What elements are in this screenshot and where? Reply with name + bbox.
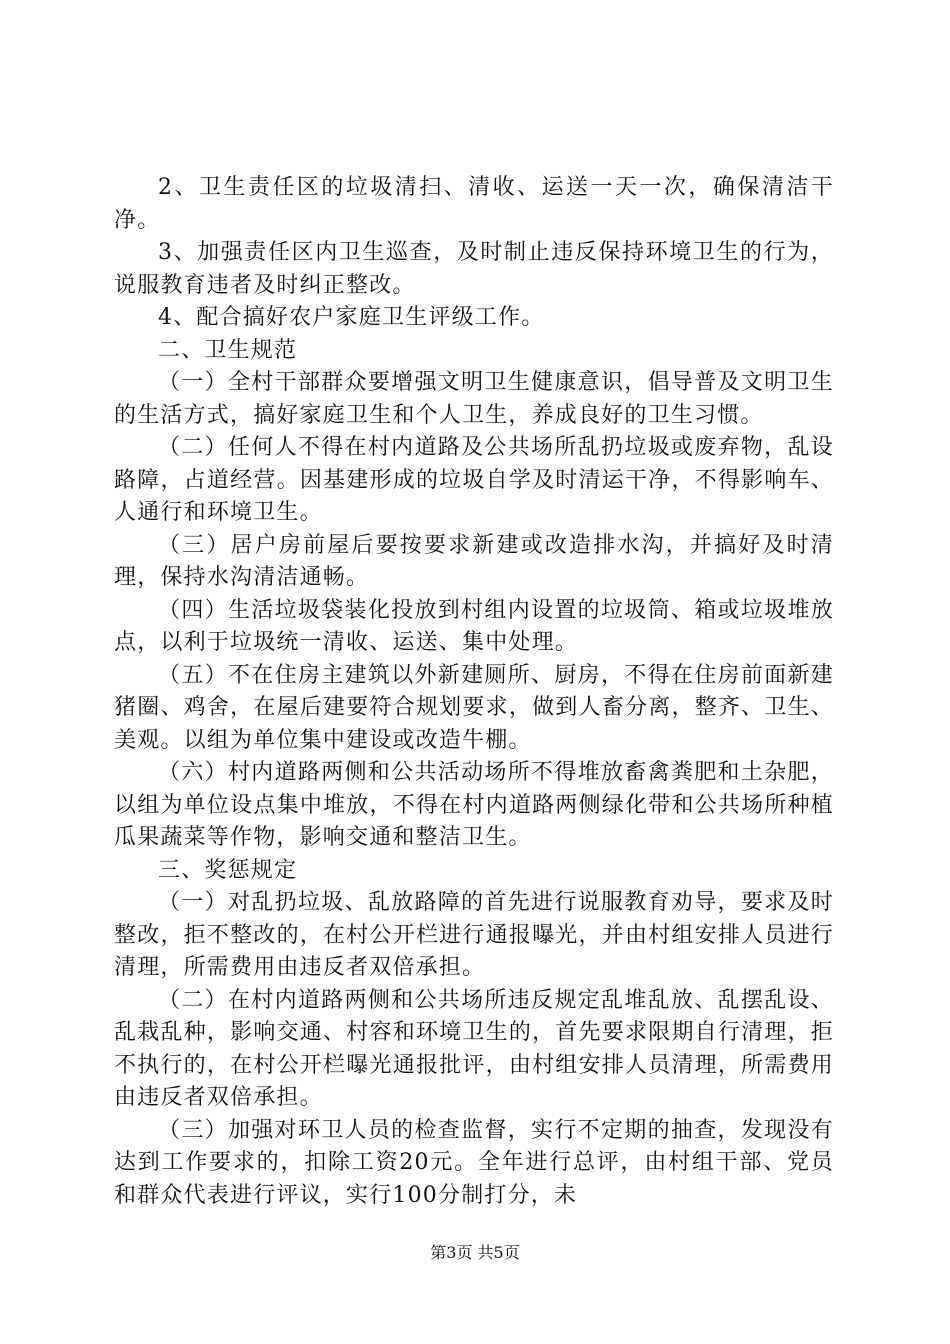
paragraph: （五）不在住房主建筑以外新建厕所、厨房，不得在住房前面新建猪圈、鸡舍，在屋后建要符合规划要求，做到人畜分离，整齐、卫生、美观。以组为单位集中建设或改造牛棚。 bbox=[114, 662, 834, 753]
section-heading: 二、卫生规范 bbox=[158, 337, 298, 363]
section-heading: 三、奖惩规定 bbox=[158, 857, 298, 883]
paragraph: （一）对乱扔垃圾、乱放路障的首先进行说服教育劝导，要求及时整改，拒不整改的，在村公开栏进行通报曝光，并由村组安排人员进行清理，所需费用由违反者双倍承担。 bbox=[114, 890, 834, 980]
paragraph: 2、卫生责任区的垃圾清扫、清收、运送一天一次，确保清洁干净。 bbox=[114, 175, 834, 233]
paragraph: 4、配合搞好农户家庭卫生评级工作。 bbox=[158, 305, 545, 330]
paragraph: 3、加强责任区内卫生巡查，及时制止违反保持环境卫生的行为，说服教育违者及时纠正整改。 bbox=[114, 240, 834, 298]
paragraph: （三）居户房前屋后要按要求新建或改造排水沟，并搞好及时清理，保持水沟清洁通畅。 bbox=[114, 532, 834, 590]
paragraph: （四）生活垃圾袋装化投放到村组内设置的垃圾筒、箱或垃圾堆放点，以利于垃圾统一清收、运送、集中处理。 bbox=[114, 597, 834, 655]
paragraph: （三）加强对环卫人员的检查监督，实行不定期的抽查，发现没有达到工作要求的，扣除工资20元。全年进行总评，由村组干部、党员和群众代表进行评议，实行100分制打分，未 bbox=[114, 1117, 834, 1208]
document-body bbox=[114, 172, 834, 1212]
paragraph: （二）在村内道路两侧和公共场所违反规定乱堆乱放、乱摆乱设、乱栽乱种，影响交通、村容和环境卫生的，首先要求限期自行清理，拒不执行的，在村公开栏曝光通报批评，由村组安排人员清理，所需费用由违反者双倍承担。 bbox=[114, 987, 834, 1110]
paragraph: （一）全村干部群众要增强文明卫生健康意识，倡导普及文明卫生的生活方式，搞好家庭卫生和个人卫生，养成良好的卫生习惯。 bbox=[114, 370, 834, 428]
page-footer: 第3页 共5页 bbox=[430, 1243, 520, 1262]
paragraph: （六）村内道路两侧和公共活动场所不得堆放畜禽粪肥和土杂肥，以组为单位设点集中堆放，不得在村内道路两侧绿化带和公共场所种植瓜果蔬菜等作物，影响交通和整洁卫生。 bbox=[114, 760, 834, 850]
paragraph: （二）任何人不得在村内道路及公共场所乱扔垃圾或废弃物，乱设路障，占道经营。因基建形成的垃圾自学及时清运干净，不得影响车、人通行和环境卫生。 bbox=[114, 435, 834, 525]
